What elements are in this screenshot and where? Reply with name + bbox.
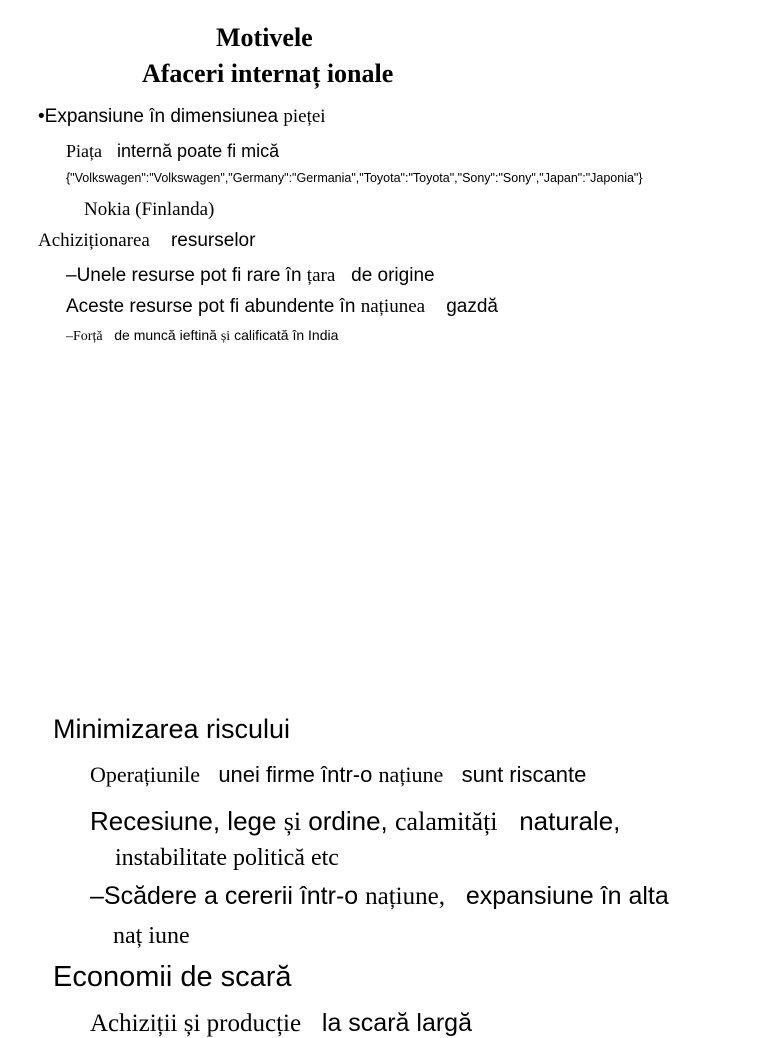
- item-text: expansiune în alta: [465, 882, 669, 910]
- item-word: țara: [306, 265, 336, 286]
- section1-heading: [38, 107, 326, 128]
- section1-item-3: Nokia (Finlanda): [84, 199, 215, 220]
- section2-heading-text: resurselor: [170, 230, 256, 251]
- section3-item-2: [90, 807, 620, 837]
- section4-heading: Economii de scară: [53, 961, 292, 993]
- item-text: –Scădere a cererii într-o: [90, 882, 359, 910]
- item-text: Recesiune, lege: [90, 806, 277, 836]
- section1-item-1: [66, 142, 279, 162]
- item-text: –Unele resurse pot fi rare în: [66, 265, 302, 286]
- section3-item-3: [90, 883, 669, 911]
- section1-item-2: {"Volkswagen":"Volkswagen","Germany":"Germania","Toyota":"Toyota","Sony":"Sony","Japan":"Japonia"}: [66, 171, 643, 185]
- section2-heading-word: Achiziționarea: [38, 230, 150, 251]
- section2-item-2: [66, 297, 498, 318]
- section1-heading-word: pieței: [283, 106, 326, 127]
- item-word: națiune,: [365, 883, 445, 910]
- item-text: ordine,: [308, 806, 388, 836]
- item-word: –Forță: [66, 329, 103, 344]
- item-word: Achiziții și producție: [90, 1010, 302, 1037]
- item-text: internă poate fi mică: [117, 141, 280, 161]
- item-word: națiunea: [360, 296, 426, 317]
- bullet: •: [38, 106, 45, 127]
- item-text: de origine: [351, 265, 435, 286]
- section3-item-3-cont: naț iune: [113, 923, 190, 949]
- item-text: sunt riscante: [461, 762, 587, 787]
- item-word: națiune: [378, 762, 444, 787]
- item-word: Operațiunile: [90, 762, 200, 787]
- section3-item-2-cont: instabilitate politică etc: [115, 845, 339, 871]
- item-text: naturale,: [519, 806, 621, 836]
- item-word: calamități: [395, 807, 498, 836]
- section1-heading-text: Expansiune în dimensiunea: [44, 106, 279, 127]
- item-text: calificată în India: [234, 327, 339, 343]
- item-word: și: [283, 807, 302, 836]
- item-text: la scară largă: [321, 1009, 472, 1037]
- section3-item-1: [90, 763, 586, 787]
- title-line-2: Afaceri internaț ionale: [142, 59, 394, 88]
- section2-heading: [38, 231, 255, 252]
- section2-item-3: [66, 328, 338, 344]
- item-text: gazdă: [446, 296, 498, 317]
- title-line-1: Motivele: [216, 23, 313, 52]
- item-text: de muncă ieftină: [114, 327, 217, 343]
- item-word: și: [220, 329, 231, 344]
- section3-heading: Minimizarea riscului: [53, 714, 291, 744]
- item-text: unei firme într-o: [218, 762, 373, 787]
- section2-item-1: [66, 266, 435, 287]
- item-word: Piața: [66, 141, 102, 161]
- item-text: Aceste resurse pot fi abundente în: [66, 296, 356, 317]
